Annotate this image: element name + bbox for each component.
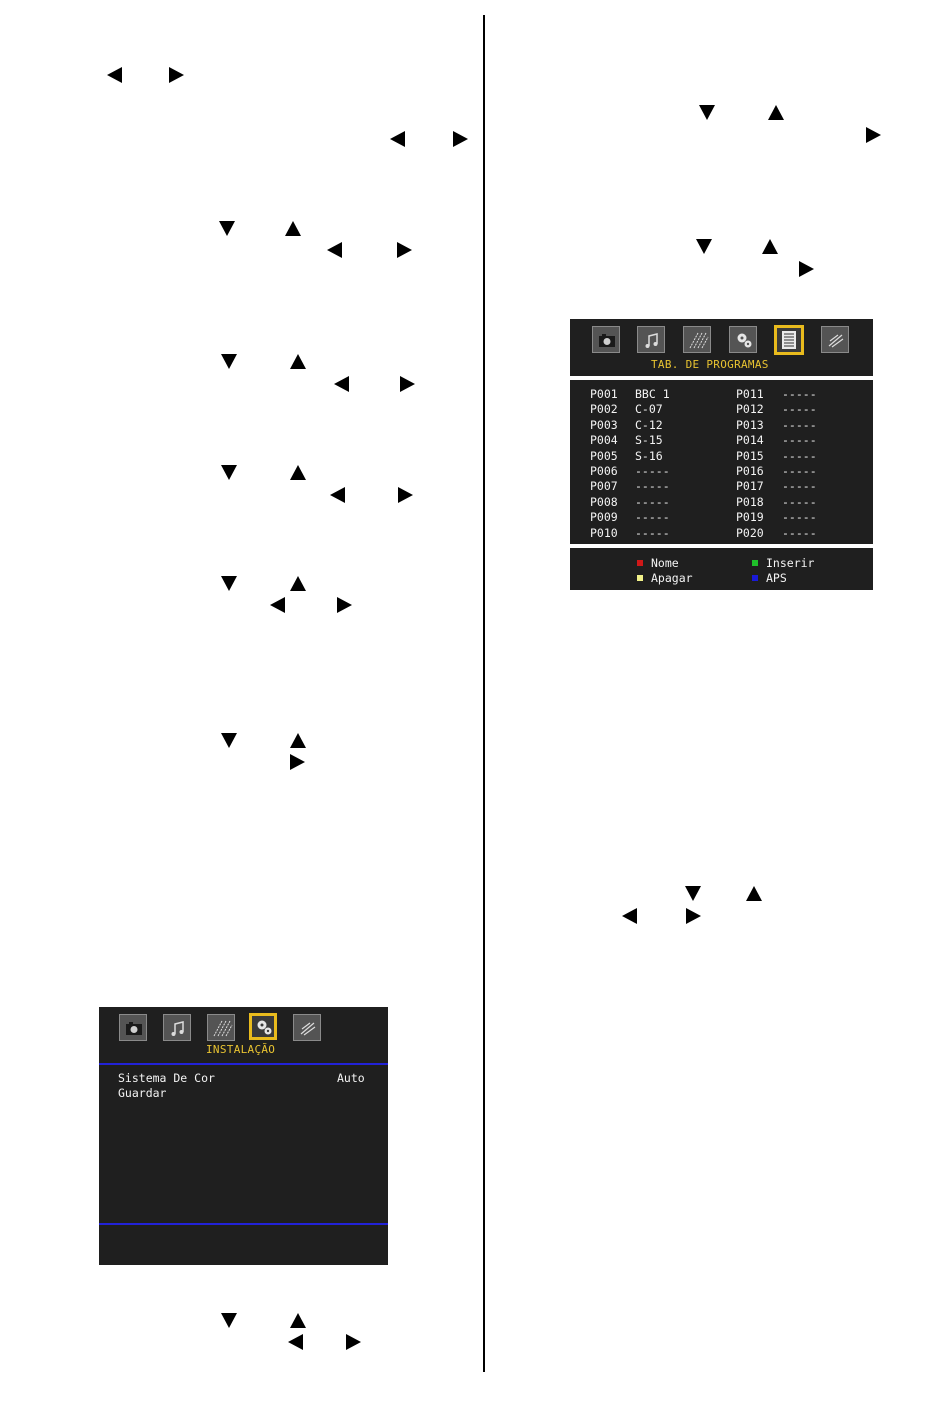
program-name[interactable]: ----- xyxy=(782,387,817,401)
up-arrow-icon xyxy=(290,1313,306,1328)
up-arrow-icon xyxy=(290,576,306,591)
left-arrow-icon xyxy=(107,67,122,83)
menu-row-label[interactable]: Guardar xyxy=(118,1086,167,1100)
program-number[interactable]: P004 xyxy=(590,433,618,448)
program-number[interactable]: P001 xyxy=(590,387,618,401)
down-arrow-icon xyxy=(221,733,237,748)
program-number[interactable]: P007 xyxy=(590,479,618,494)
right-arrow-icon xyxy=(346,1334,361,1350)
source-icon xyxy=(821,326,849,353)
install-icon xyxy=(729,326,757,353)
up-arrow-icon xyxy=(290,354,306,369)
sound-icon xyxy=(637,326,665,353)
right-arrow-icon xyxy=(400,376,415,392)
program-number[interactable]: P008 xyxy=(590,494,618,509)
features-icon xyxy=(683,326,711,353)
program-number[interactable]: P012 xyxy=(736,402,764,417)
legend-label: Apagar xyxy=(651,571,693,585)
program-number[interactable]: P005 xyxy=(590,448,618,463)
menu-row-label[interactable]: Sistema De Cor xyxy=(118,1071,215,1085)
menu-row-value[interactable]: Auto xyxy=(337,1071,365,1085)
column-divider xyxy=(483,15,485,1372)
features-icon xyxy=(207,1014,235,1041)
program-name[interactable]: ----- xyxy=(782,417,817,432)
down-arrow-icon xyxy=(685,886,701,901)
blue-key-icon xyxy=(752,575,758,581)
install-icon xyxy=(249,1013,277,1040)
source-icon xyxy=(293,1014,321,1041)
program-name[interactable]: ----- xyxy=(782,402,817,417)
up-arrow-icon xyxy=(746,886,762,901)
program-number[interactable]: P020 xyxy=(736,525,764,540)
program-name[interactable]: S-16 xyxy=(635,448,663,463)
program-name[interactable]: BBC 1 xyxy=(635,387,670,401)
up-arrow-icon xyxy=(285,221,301,236)
down-arrow-icon xyxy=(221,354,237,369)
right-arrow-icon xyxy=(398,487,413,503)
program-name[interactable]: ----- xyxy=(782,479,817,494)
menu-title: INSTALAÇÃO xyxy=(206,1043,276,1056)
program-number[interactable]: P015 xyxy=(736,448,764,463)
program-name[interactable]: ----- xyxy=(635,464,670,478)
program-number[interactable]: P002 xyxy=(590,402,618,417)
program-name[interactable]: C-07 xyxy=(635,402,663,417)
down-arrow-icon xyxy=(219,221,235,236)
down-arrow-icon xyxy=(221,1313,237,1328)
program-number[interactable]: P006 xyxy=(590,464,618,478)
header-separator xyxy=(570,376,873,380)
down-arrow-icon xyxy=(699,105,715,120)
program-name[interactable]: ----- xyxy=(782,494,817,509)
program-number[interactable]: P014 xyxy=(736,433,764,448)
right-arrow-icon xyxy=(686,908,701,924)
sound-icon xyxy=(163,1014,191,1041)
up-arrow-icon xyxy=(768,105,784,120)
program-name[interactable]: ----- xyxy=(782,510,817,525)
down-arrow-icon xyxy=(221,576,237,591)
program-number[interactable]: P009 xyxy=(590,510,618,525)
program-table-icon xyxy=(774,325,804,355)
program-number[interactable]: P019 xyxy=(736,510,764,525)
program-number[interactable]: P013 xyxy=(736,417,764,432)
legend-label: Inserir xyxy=(766,556,815,570)
legend-label: Nome xyxy=(651,556,679,570)
program-name[interactable]: C-12 xyxy=(635,417,663,432)
down-arrow-icon xyxy=(696,239,712,254)
up-arrow-icon xyxy=(290,465,306,480)
menu-title: TAB. DE PROGRAMAS xyxy=(651,358,769,371)
program-name[interactable]: ----- xyxy=(782,464,817,478)
program-name[interactable]: ----- xyxy=(635,510,670,525)
right-arrow-icon xyxy=(866,127,881,143)
program-name[interactable]: S-15 xyxy=(635,433,663,448)
footer-separator xyxy=(570,544,873,548)
up-arrow-icon xyxy=(290,733,306,748)
left-arrow-icon xyxy=(270,597,285,613)
right-arrow-icon xyxy=(290,754,305,770)
program-name[interactable]: ----- xyxy=(782,448,817,463)
right-arrow-icon xyxy=(169,67,184,83)
menu-top-rule xyxy=(99,1063,388,1065)
up-arrow-icon xyxy=(762,239,778,254)
program-number[interactable]: P011 xyxy=(736,387,764,401)
program-name[interactable]: ----- xyxy=(635,494,670,509)
right-arrow-icon xyxy=(337,597,352,613)
program-number[interactable]: P016 xyxy=(736,464,764,478)
green-key-icon xyxy=(752,560,758,566)
red-key-icon xyxy=(637,560,643,566)
left-arrow-icon xyxy=(327,242,342,258)
program-number[interactable]: P018 xyxy=(736,494,764,509)
left-arrow-icon xyxy=(334,376,349,392)
left-arrow-icon xyxy=(390,131,405,147)
legend-label: APS xyxy=(766,571,787,585)
right-arrow-icon xyxy=(397,242,412,258)
picture-icon xyxy=(592,326,620,353)
right-arrow-icon xyxy=(799,261,814,277)
program-table-screen xyxy=(570,319,873,590)
program-number[interactable]: P003 xyxy=(590,417,618,432)
installation-menu-screen xyxy=(99,1007,388,1265)
left-arrow-icon xyxy=(288,1334,303,1350)
right-arrow-icon xyxy=(453,131,468,147)
program-name[interactable]: ----- xyxy=(782,525,817,540)
left-arrow-icon xyxy=(330,487,345,503)
program-name[interactable]: ----- xyxy=(635,525,670,540)
menu-bottom-rule xyxy=(99,1223,388,1225)
left-arrow-icon xyxy=(622,908,637,924)
down-arrow-icon xyxy=(221,465,237,480)
program-name[interactable]: ----- xyxy=(782,433,817,448)
yellow-key-icon xyxy=(637,575,643,581)
program-number[interactable]: P010 xyxy=(590,525,618,540)
program-number[interactable]: P017 xyxy=(736,479,764,494)
program-name[interactable]: ----- xyxy=(635,479,670,494)
picture-icon xyxy=(119,1014,147,1041)
